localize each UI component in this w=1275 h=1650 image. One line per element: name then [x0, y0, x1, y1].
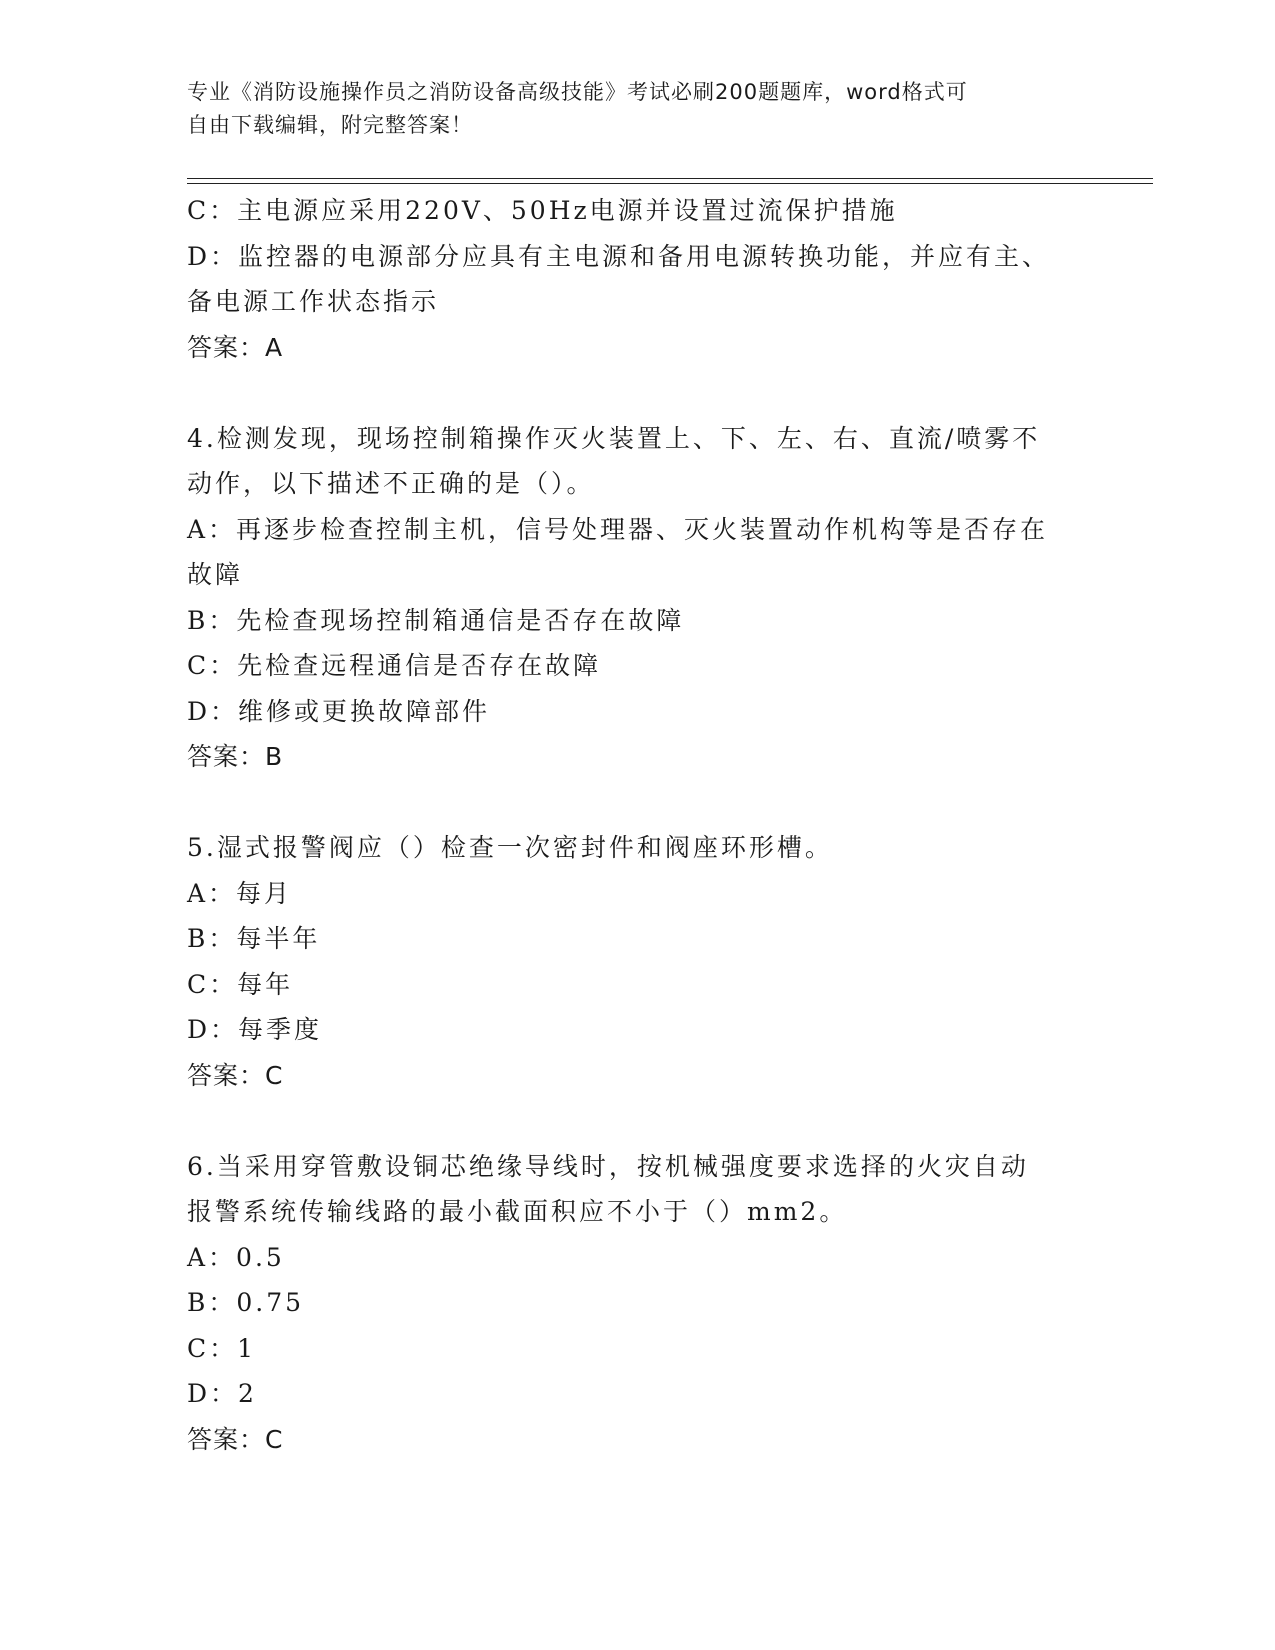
question-stem: 4.检测发现，现场控制箱操作灭火装置上、下、左、右、直流/喷雾不	[187, 423, 1041, 453]
option-d-continued: 备电源工作状态指示	[187, 287, 440, 316]
option-c: C：每年	[187, 969, 294, 999]
option-a-continued: 故障	[187, 560, 244, 589]
option-d: D：每季度	[187, 1015, 323, 1044]
spacer	[187, 1098, 1067, 1144]
option-d: D：2	[187, 1379, 257, 1408]
answer: 答案：C	[187, 1424, 284, 1454]
option-d: D：监控器的电源部分应具有主电源和备用电源转换功能，并应有主、	[187, 241, 1051, 271]
answer: 答案：C	[187, 1060, 284, 1090]
option-c: C：先检查远程通信是否存在故障	[187, 651, 602, 680]
option-c: C：1	[187, 1333, 257, 1363]
question-list	[187, 188, 1067, 1462]
header-line-1: 专业《消防设施操作员之消防设备高级技能》考试必刷200题题库，word格式可	[187, 80, 968, 104]
question-stem: 6.当采用穿管敷设铜芯绝缘导线时，按机械强度要求选择的火灾自动	[187, 1151, 1029, 1181]
question-stem-continued: 动作，以下描述不正确的是（）。	[187, 469, 595, 498]
option-c: C：主电源应采用220V、50Hz电源并设置过流保护措施	[187, 196, 898, 225]
header-line-2: 自由下载编辑，附完整答案！	[187, 113, 473, 137]
question-3-tail	[187, 188, 1067, 370]
question-stem-continued: 报警系统传输线路的最小截面积应不小于（）mm2。	[187, 1197, 848, 1226]
spacer	[187, 780, 1067, 826]
option-a: A：再逐步检查控制主机，信号处理器、灭火装置动作机构等是否存在	[187, 514, 1049, 544]
option-a: A：每月	[187, 878, 293, 908]
question-5	[187, 825, 1067, 1098]
question-4	[187, 416, 1067, 780]
option-a: A：0.5	[187, 1242, 285, 1272]
spacer	[187, 370, 1067, 416]
option-b: B：先检查现场控制箱通信是否存在故障	[187, 605, 685, 635]
question-stem: 5.湿式报警阀应（）检查一次密封件和阀座环形槽。	[187, 833, 833, 862]
answer: 答案：B	[187, 742, 284, 771]
option-b: B：0.75	[187, 1288, 305, 1317]
page-header	[187, 76, 1067, 142]
option-b: B：每半年	[187, 924, 321, 953]
header-divider-bottom	[187, 183, 1153, 184]
question-6	[187, 1144, 1067, 1463]
option-d: D：维修或更换故障部件	[187, 696, 491, 726]
answer: 答案：A	[187, 332, 284, 362]
header-divider-top	[187, 178, 1153, 179]
